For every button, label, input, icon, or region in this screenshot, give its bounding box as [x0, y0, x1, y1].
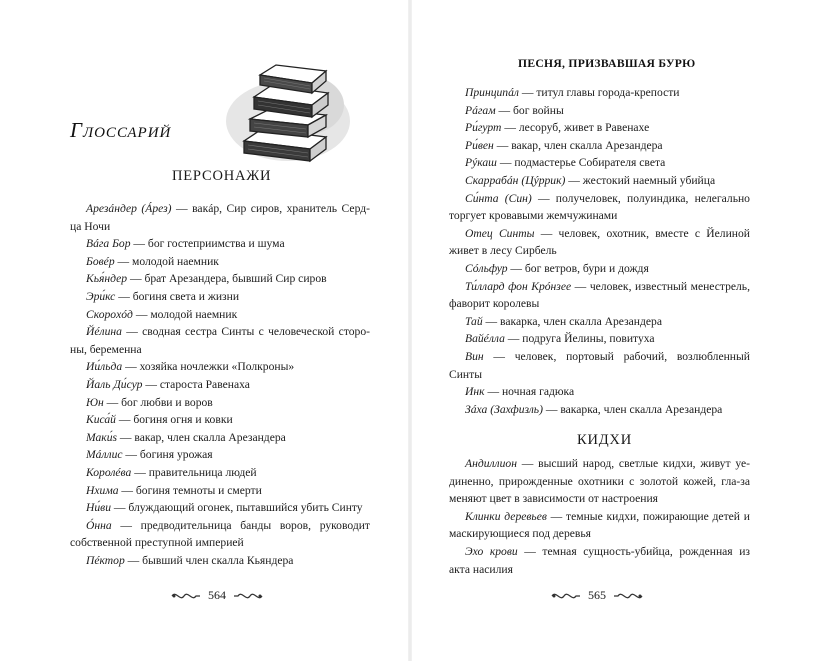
glossary-entry: [70, 200, 370, 235]
glossary-entry: [449, 172, 750, 190]
entry-definition: — темные кидхи, пожирающие детей и маскирующиеся под деревья: [449, 509, 750, 541]
entry-term: Арезáндер (Áрез): [86, 202, 172, 215]
glossary-entry: [70, 358, 370, 376]
entry-definition: — вакар, член скалла Арезандера: [117, 430, 286, 444]
entry-term: Ри́гурт: [465, 121, 502, 135]
entry-term: Эри́кс: [86, 289, 116, 303]
folio-right: [550, 588, 644, 603]
section-heading-kidhi: КИДХИ: [577, 432, 632, 448]
entry-definition: — хозяйка ночлежки «Полкроны»: [122, 360, 295, 374]
entry-term: Скаррабáн (Цýррик): [465, 173, 566, 187]
entry-definition: — богиня урожая: [122, 448, 213, 462]
entry-definition: — бог любви и воров: [103, 395, 213, 409]
entry-definition: — богиня света и жизни: [115, 289, 240, 303]
page-number: 564: [208, 588, 226, 602]
glossary-entry: [70, 411, 370, 429]
glossary-entry: [449, 543, 750, 578]
glossary-entry: [449, 383, 750, 401]
entry-term: Вáга Бор: [86, 237, 131, 251]
entry-term: Юн: [86, 395, 104, 409]
glossary-entry: [70, 270, 370, 288]
entry-definition: — блуждающий огонек, пытавшийся убить Синту: [111, 501, 363, 515]
entry-definition: — подмастерье Собирателя света: [496, 156, 666, 170]
entry-definition: — бог гостеприимства и шума: [130, 237, 285, 251]
glossary-entry: [449, 102, 750, 120]
glossary-entry: [449, 260, 750, 278]
glossary-entry: [70, 376, 370, 394]
entry-term: Мáллис: [86, 448, 123, 462]
entry-term: Киса́й: [86, 413, 116, 427]
entry-definition: — вакарка, член скалла Арезандера: [542, 402, 723, 416]
entry-term: Эхо крови: [465, 544, 518, 558]
entry-term: Вайéлла: [465, 332, 505, 346]
entry-definition: — богиня темноты и смерти: [118, 483, 262, 497]
entry-definition: — правительница людей: [131, 465, 257, 479]
glossary-entry: [449, 190, 750, 225]
entry-term: Пéктор: [86, 553, 125, 567]
entry-term: Скороxóд: [86, 307, 133, 321]
ornament-icon: [612, 590, 644, 602]
ornament-icon: [232, 590, 264, 602]
glossary-title: Глоссарий: [70, 118, 172, 142]
entry-definition: — жестокий наемный убийца: [565, 173, 716, 187]
entry-definition: — получеловек, полуиндика, нелегально торгует кровавыми жемчужинами: [449, 191, 750, 223]
entry-term: Инк: [465, 385, 485, 399]
entry-term: Йаль Ди́сур: [86, 377, 143, 391]
glossary-list-right: [449, 84, 750, 418]
entry-term: Си́нта (Син): [465, 191, 532, 205]
glossary-entry: [449, 84, 750, 102]
section-heading-characters: ПЕРСОНАЖИ: [172, 168, 272, 184]
entry-definition: — титул главы города-крепости: [518, 86, 680, 99]
glossary-entry: [449, 137, 750, 155]
glossary-entry: [70, 235, 370, 253]
page-number: 565: [588, 588, 606, 602]
entry-definition: — староста Равенаха: [142, 377, 250, 391]
glossary-entry: [449, 154, 750, 172]
glossary-entry: [70, 464, 370, 482]
glossary-entry: [449, 119, 750, 137]
entry-term: Отец Синты: [465, 226, 535, 240]
glossary-entry: [70, 482, 370, 500]
entry-definition: — лесоруб, живет в Равенахе: [501, 121, 650, 135]
entry-term: Ти́ллард фон Крóнзее: [465, 279, 572, 293]
glossary-entry: [449, 330, 750, 348]
entry-term: Нхима: [86, 483, 119, 497]
glossary-entry: [70, 288, 370, 306]
entry-term: Маки́s: [86, 430, 118, 444]
entry-definition: — высший народ, светлые кидхи, живут уе-диненно, прирожденные охотники с золотой кожей, гла-за меняют цвет в зависимости от настроения: [449, 457, 750, 506]
running-head: ПЕСНЯ, ПРИЗВАВШАЯ БУРЮ: [518, 57, 696, 70]
entry-definition: — подруга Йелины, повитуха: [504, 332, 655, 346]
entry-definition: — брат Арезандера, бывший Сир сиров: [127, 272, 327, 286]
glossary-entry: [449, 455, 750, 508]
entry-term: Рáгам: [465, 103, 496, 117]
entry-definition: — бог войны: [495, 103, 564, 117]
entry-definition: — бывший член скалла Кьяндера: [124, 553, 294, 567]
entry-definition: — человек, охотник, вместе с Йелиной живет в лесу Сирбель: [449, 226, 750, 258]
entry-term: Ни́ви: [86, 501, 111, 515]
entry-definition: — бог ветров, бури и дождя: [507, 261, 649, 275]
entry-definition: — молодой наемник: [114, 254, 219, 268]
glossary-entry: [70, 517, 370, 552]
entry-term: Бовéр: [86, 254, 115, 268]
ornament-icon: [170, 590, 202, 602]
glossary-entry: [70, 552, 370, 570]
entry-definition: — богиня огня и ковки: [115, 413, 233, 427]
entry-term: Ии́льда: [86, 360, 123, 374]
glossary-entry: [449, 348, 750, 383]
ornament-icon: [550, 590, 582, 602]
books-illustration: [214, 55, 350, 167]
entry-definition: — вакáр, Сир сиров, хранитель Серд-ца Ночи: [70, 202, 370, 233]
entry-term: Вин: [465, 349, 484, 363]
entry-definition: — ночная гадюка: [484, 385, 575, 399]
glossary-entry: [449, 508, 750, 543]
entry-definition: — человек, известный менестрель, фаворит королевы: [449, 279, 750, 311]
entry-term: Ри́вен: [465, 138, 494, 152]
entry-term: Принципáл: [465, 86, 519, 99]
glossary-entry: [449, 401, 750, 419]
entry-term: Клинки деревьев: [465, 509, 547, 523]
entry-term: Андиллион: [465, 457, 517, 470]
entry-definition: — темная сущность-убийца, рожденная из акта насилия: [449, 544, 750, 576]
glossary-list-left: [70, 200, 370, 569]
entry-definition: — человек, портовый рабочий, возлюбленный Синты: [449, 349, 750, 381]
entry-definition: — молодой наемник: [132, 307, 238, 321]
glossary-entry: [449, 225, 750, 260]
entry-definition: — вакарка, член скалла Арезандера: [482, 314, 662, 328]
entry-term: Кья́ндер: [86, 272, 128, 286]
glossary-list-kidhi: [449, 455, 750, 578]
entry-definition: — вакар, член скалла Арезандера: [493, 138, 663, 152]
entry-term: Óнна: [86, 518, 112, 532]
entry-term: Сóльфур: [465, 261, 508, 275]
entry-definition: — сводная сестра Синты с человеческой сторо-ны, беременна: [70, 325, 370, 356]
entry-term: Рýкаш: [465, 156, 497, 170]
glossary-entry: [70, 429, 370, 447]
folio-left: [170, 588, 264, 603]
entry-term: Королéва: [86, 465, 132, 479]
glossary-entry: [70, 253, 370, 271]
glossary-entry: [70, 446, 370, 464]
glossary-entry: [70, 499, 370, 517]
entry-term: Йéлина: [86, 325, 122, 339]
entry-definition: — предводительница банды воров, руководит собственной преступной империей: [70, 518, 370, 550]
glossary-entry: [449, 313, 750, 331]
entry-term: Тай: [465, 314, 483, 328]
entry-term: Зáха (Захфизль): [465, 402, 543, 416]
glossary-entry: [70, 394, 370, 412]
glossary-entry: [449, 278, 750, 313]
glossary-entry: [70, 323, 370, 358]
glossary-entry: [70, 306, 370, 324]
